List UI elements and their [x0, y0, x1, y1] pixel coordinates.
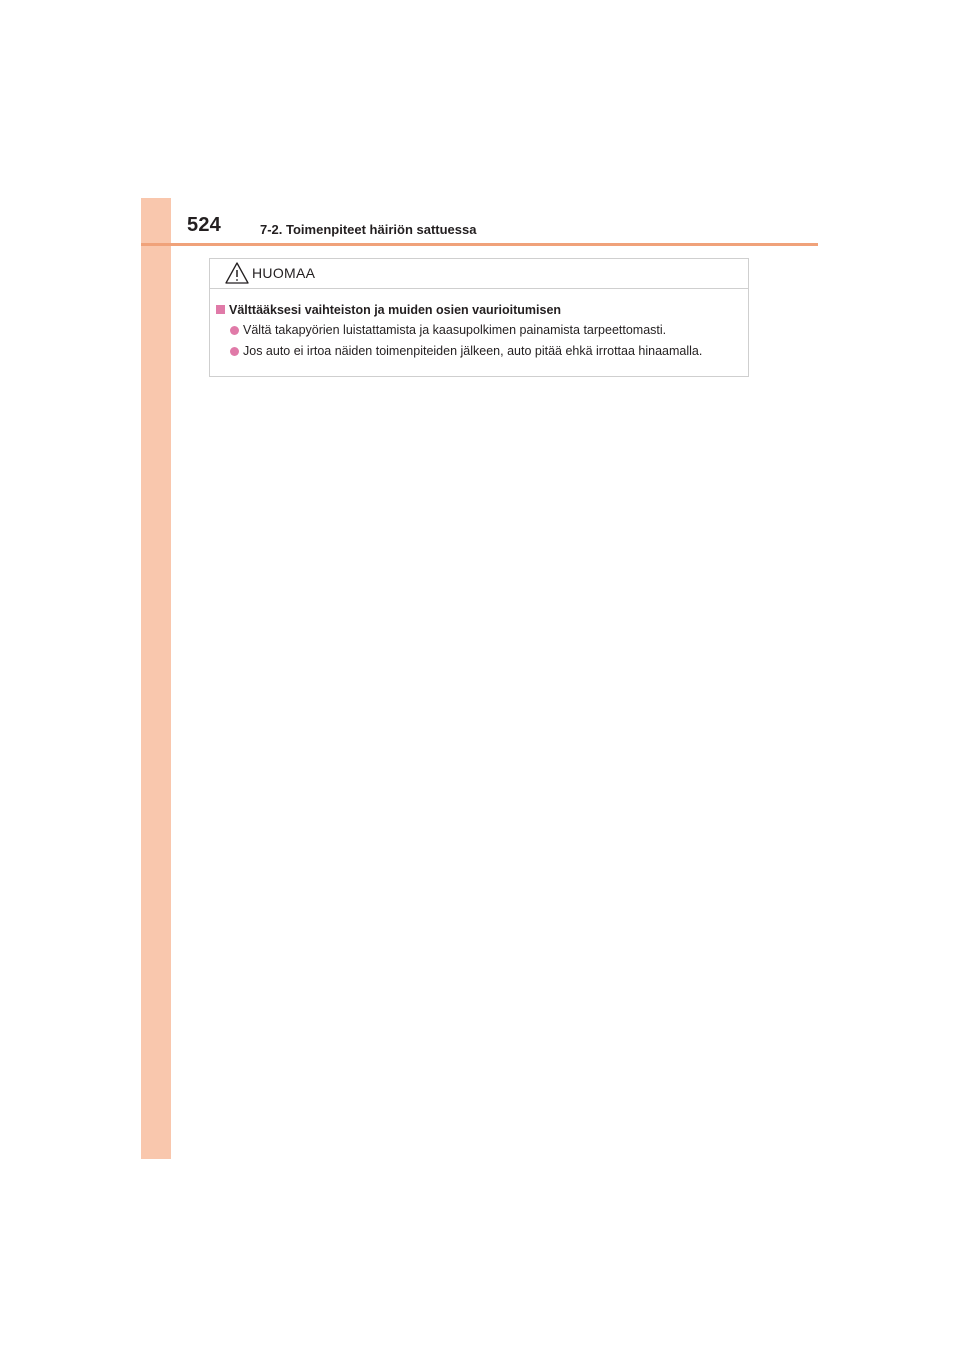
list-item — [210, 320, 748, 341]
list-item — [210, 341, 748, 362]
notice-header — [210, 259, 748, 289]
chapter-side-tab — [141, 198, 171, 1159]
section-title: 7-2. Toimenpiteet häiriön sattuessa — [260, 222, 477, 237]
square-bullet-icon — [216, 305, 225, 314]
notice-body — [210, 300, 748, 362]
warning-triangle-icon — [224, 261, 250, 285]
notice-item-heading — [210, 300, 748, 320]
notice-label: HUOMAA — [252, 265, 316, 281]
notice-heading-text: Välttääksesi vaihteiston ja muiden osien vaurioitumisen — [229, 303, 562, 317]
list-item-text: Vältä takapyörien luistattamista ja kaasupolkimen painamista tarpeettomasti. — [243, 323, 667, 337]
page-header — [141, 198, 818, 246]
page-number: 524 — [187, 214, 221, 236]
round-bullet-icon — [230, 347, 239, 356]
header-rule — [141, 243, 818, 246]
list-item-text: Jos auto ei irtoa näiden toimenpiteiden jälkeen, auto pitää ehkä irrottaa hinaamalla. — [243, 344, 703, 358]
notice-box — [209, 258, 749, 377]
round-bullet-icon — [230, 326, 239, 335]
